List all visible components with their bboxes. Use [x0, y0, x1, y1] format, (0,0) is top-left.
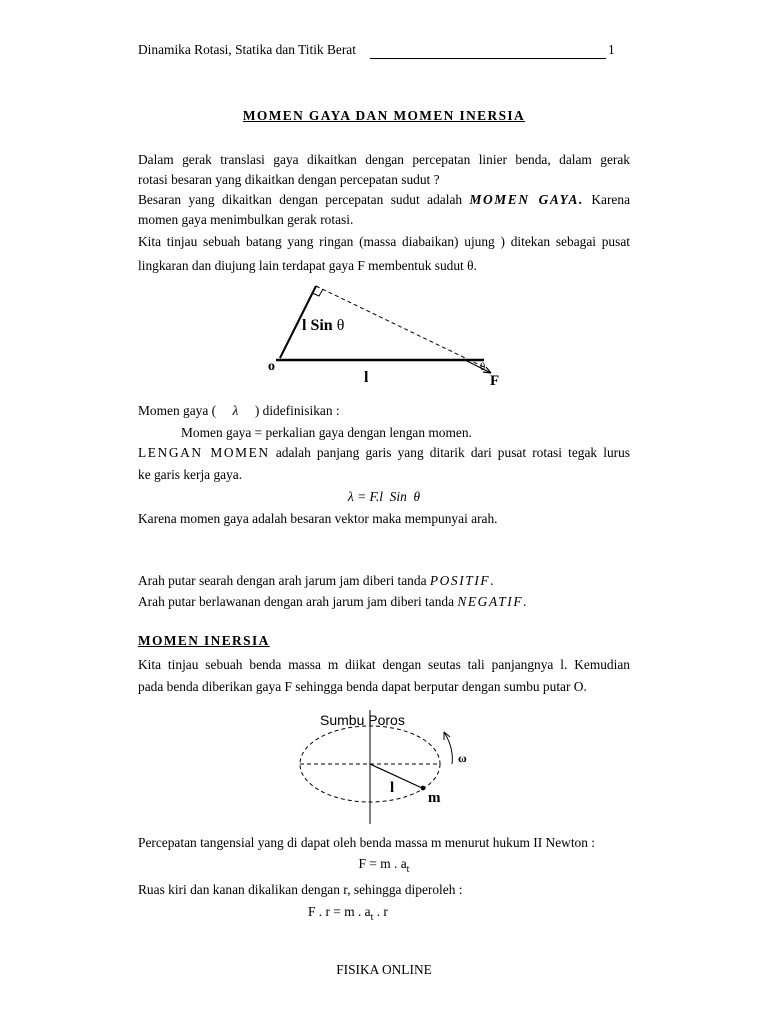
rotation-arrow: [444, 732, 452, 764]
mass-point: [421, 786, 426, 791]
string-line: [370, 764, 422, 788]
inersia-line-1: Kita tinjau sebuah benda massa m diikat dengan seutas tali panjangnya l. Kemudian: [138, 657, 630, 672]
inersia-line-2: pada benda diberikan gaya F sehingga benda dapat berputar dengan sumbu putar O.: [138, 679, 587, 694]
arah-positif-line: Arah putar searah dengan arah jarum jam diberi tanda POSITIF.: [138, 573, 494, 588]
arah-negatif-line: Arah putar berlawanan dengan arah jarum jam diberi tanda NEGATIF.: [138, 594, 527, 609]
intro-line-3: Besaran yang dikaitkan dengan percepatan sudut adalah MOMEN GAYA. Karena: [138, 192, 631, 207]
inersia-heading: MOMEN INERSIA: [138, 633, 270, 648]
force-label: F: [490, 373, 500, 389]
string-length-label: l: [390, 780, 395, 796]
rotation-arrowhead: [444, 732, 450, 740]
lengan-momen-line: LENGAN MOMEN adalah panjang garis yang ditarik dari pusat rotasi tegak lurus: [138, 445, 631, 460]
ruas-line: Ruas kiri dan kanan dikalikan dengan r, sehingga diperoleh :: [138, 882, 463, 897]
page-title: MOMEN GAYA DAN MOMEN INERSIA: [242, 108, 526, 123]
origin-label: o: [268, 359, 275, 374]
lsin-label: l Sin θ: [302, 317, 345, 334]
torque-formula: λ = F.l Sin θ: [347, 489, 421, 504]
header-rule: [370, 58, 606, 59]
intro-line-1: Dalam gerak translasi gaya dikaitkan dengan percepatan linier benda, dalam gerak: [138, 152, 630, 167]
momen-def-2: Momen gaya = perkalian gaya dengan lengan momen.: [181, 425, 472, 440]
equation-2: F . r = m . $a_t$ . r: [308, 904, 388, 923]
vektor-line: Karena momen gaya adalah besaran vektor maka mempunyai arah.: [138, 511, 498, 526]
lambda-symbol: λ: [232, 403, 239, 418]
momen-def-line: Momen gaya ( λ ) didefinisikan :: [138, 400, 630, 422]
lever-arm-figure: [258, 278, 510, 402]
mass-label: m: [428, 790, 441, 806]
intro-line-4: momen gaya menimbulkan gerak rotasi.: [138, 212, 354, 227]
header-title: Dinamika Rotasi, Statika dan Titik Berat: [138, 42, 356, 57]
intro-line-6: lingkaran dan diujung lain terdapat gaya F membentuk sudut θ.: [138, 258, 477, 273]
page-footer: FISIKA ONLINE: [336, 962, 432, 977]
angle-label: θ: [480, 361, 486, 373]
rotation-figure: [294, 702, 476, 826]
equation-1: F = m . $a_t$: [358, 856, 410, 875]
page-header: [138, 42, 618, 58]
newton-line: Percepatan tangensial yang di dapat oleh benda massa m menurut hukum II Newton :: [138, 835, 596, 850]
intro-line-5: Kita tinjau sebuah batang yang ringan (massa diabaikan) ujung ) ditekan sebagai pusat: [138, 234, 630, 249]
length-label: l: [364, 369, 369, 386]
intro-line-2: rotasi besaran yang dikaitkan dengan percepatan sudut ?: [138, 172, 440, 187]
sumbu-poros-label: Sumbu Poros: [320, 712, 405, 728]
lengan-momen-line-2: ke garis kerja gaya.: [138, 467, 243, 482]
page-number: 1: [608, 42, 615, 57]
omega-label: ω: [458, 751, 467, 765]
